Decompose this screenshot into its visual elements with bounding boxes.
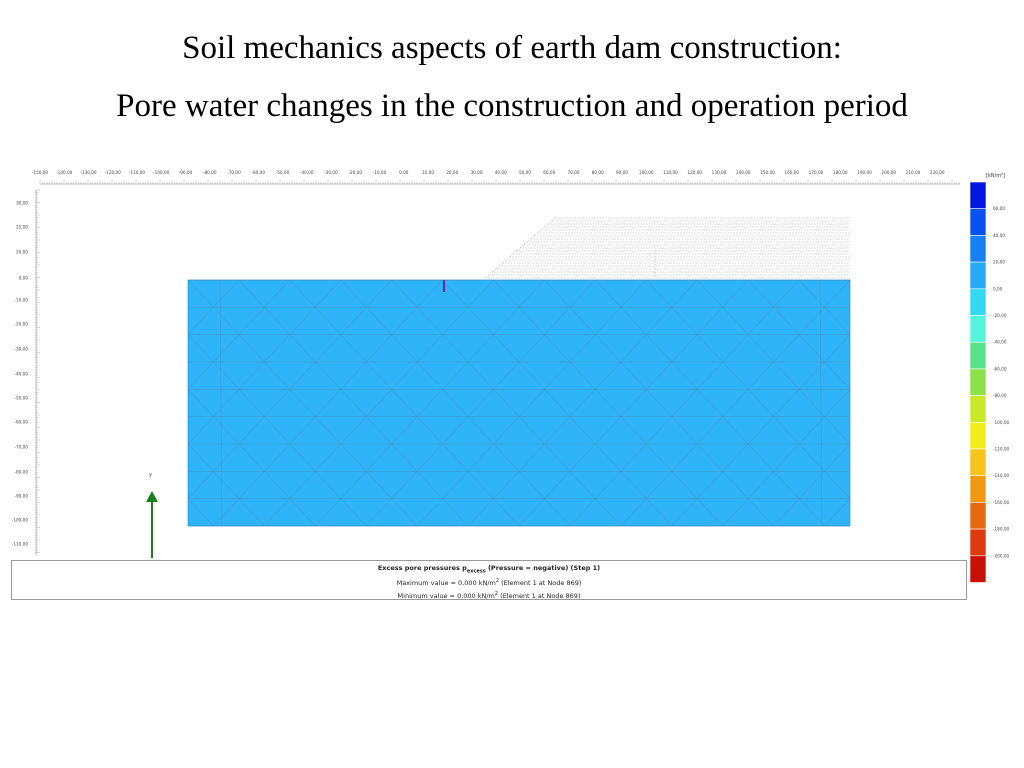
y-tick-label: 30,00: [16, 200, 28, 206]
x-tick-label: 10,00: [422, 170, 434, 175]
x-tick-label: 170,00: [808, 170, 824, 175]
legend-value-label: -80,00: [993, 393, 1007, 399]
x-tick-label: 70,00: [567, 170, 580, 175]
info-heading: Excess pore pressures $p_{excess}$ (Pressure = negative) (Step 1): [377, 564, 601, 575]
y-tick-label: -70,00: [14, 444, 28, 450]
slide-title-line-1: Soil mechanics aspects of earth dam construction:: [182, 30, 842, 66]
y-tick-label: -60,00: [14, 419, 28, 425]
legend-swatch: [970, 209, 986, 236]
x-tick-label: 50,00: [519, 170, 531, 175]
y-tick-label: 20,00: [16, 249, 28, 255]
x-tick-label: 210,00: [905, 170, 921, 175]
legend-value-label: -160,00: [993, 499, 1010, 505]
x-tick-label: -130,00: [80, 170, 97, 175]
x-tick-label: 100,00: [638, 170, 654, 175]
legend-color-bar: [970, 182, 986, 583]
legend-value-label: -20,00: [993, 313, 1007, 318]
x-tick-label: 80,00: [591, 170, 604, 175]
dam-outline-dashed: [485, 218, 850, 278]
x-tick-label: 40,00: [494, 170, 507, 175]
legend-swatch: [970, 502, 986, 529]
x-tick-label: -150,00: [31, 170, 49, 175]
x-tick-label: 30,00: [470, 170, 483, 175]
y-tick-label: -100,00: [11, 517, 28, 523]
x-tick-label: 160,00: [784, 170, 800, 175]
x-tick-label: 110,00: [663, 170, 678, 175]
legend-swatch: [970, 262, 986, 289]
y-tick-label: -90,00: [14, 493, 28, 499]
x-tick-label: 140,00: [735, 170, 751, 175]
legend-value-labels: [993, 206, 1009, 558]
legend-swatch: [970, 476, 986, 503]
x-tick-label: 200,00: [881, 170, 897, 175]
x-tick-label: 130,00: [711, 170, 727, 175]
x-tick-label: -10,00: [372, 170, 387, 175]
y-axis-ruler: [12, 190, 40, 555]
x-tick-label: -40,00: [300, 170, 314, 175]
x-tick-label: -140,00: [56, 170, 73, 175]
x-tick-label: 190,00: [857, 170, 872, 175]
x-tick-label: -50,00: [275, 170, 290, 175]
y-tick-label: -80,00: [14, 469, 28, 475]
legend-swatch: [970, 316, 986, 343]
legend-value-label: -140,00: [993, 473, 1010, 479]
slide-title-line-2: Pore water changes in the construction and operation period: [116, 88, 908, 124]
legend-value-label: -100,00: [993, 419, 1010, 425]
legend-value-label: 40,00: [993, 232, 1005, 238]
y-tick-label: -10,00: [14, 297, 28, 303]
legend-value-label: 0,00: [993, 286, 1003, 292]
x-tick-label: 150,00: [760, 170, 775, 175]
legend-swatch: [970, 449, 986, 476]
x-tick-label: -90,00: [178, 170, 193, 175]
legend-value-label: 20,00: [993, 259, 1005, 265]
x-tick-label: -70,00: [227, 170, 241, 175]
x-tick-label: -120,00: [104, 170, 121, 175]
legend-swatch: [970, 529, 986, 556]
x-tick-label: 20,00: [446, 170, 459, 175]
results-info-box: [11, 560, 967, 600]
y-axis-label: y: [149, 472, 152, 478]
x-tick-label: -20,00: [348, 170, 362, 175]
x-tick-label: -80,00: [203, 170, 217, 175]
x-tick-label: 0,00: [399, 170, 409, 175]
y-tick-label: 25,00: [16, 224, 28, 230]
x-tick-label: 220,00: [929, 170, 945, 175]
x-tick-label: -30,00: [324, 170, 338, 175]
info-max-value: Maximum value = 0,000 $kN/m^2$ (Element 1 at Node 869): [396, 578, 582, 588]
x-tick-label: -100,00: [153, 170, 170, 175]
y-tick-label: -20,00: [14, 321, 28, 327]
x-tick-label: -60,00: [251, 170, 265, 175]
legend-swatch: [970, 235, 986, 262]
y-tick-label: -40,00: [14, 371, 28, 377]
legend-value-label: -120,00: [993, 446, 1010, 452]
x-tick-label: 90,00: [616, 170, 628, 175]
x-tick-label: 60,00: [543, 170, 556, 175]
soil-layer-block: [188, 280, 850, 526]
legend-swatch: [970, 556, 986, 583]
y-tick-label: 0,00: [18, 275, 28, 281]
legend-value-label: 60,00: [993, 206, 1005, 212]
legend-swatch: [970, 182, 986, 209]
legend-swatch: [970, 396, 986, 423]
legend-value-label: -60,00: [993, 366, 1007, 372]
x-tick-label: -110,00: [128, 170, 146, 175]
legend-swatch: [970, 369, 986, 396]
legend-swatch: [970, 342, 986, 369]
fem-plot: [0, 160, 1024, 600]
y-tick-label: -30,00: [14, 346, 28, 352]
legend-swatch: [970, 422, 986, 449]
x-tick-label: 120,00: [687, 170, 703, 175]
legend-value-label: -40,00: [993, 339, 1007, 345]
legend-swatch: [970, 289, 986, 316]
y-tick-label: -110,00: [11, 541, 28, 547]
x-tick-label: 180,00: [832, 170, 848, 175]
legend-unit-label: [kN/m²]: [986, 173, 1006, 179]
x-axis-ruler: [32, 170, 960, 184]
y-tick-label: -50,00: [14, 395, 28, 401]
y-axis-arrow-icon: [146, 491, 158, 558]
info-min-value: Minimum value = 0,000 $kN/m^2$ (Element 1 at Node 869): [397, 591, 581, 601]
legend-value-label: -200,00: [993, 553, 1010, 559]
legend-value-label: -180,00: [993, 526, 1010, 532]
